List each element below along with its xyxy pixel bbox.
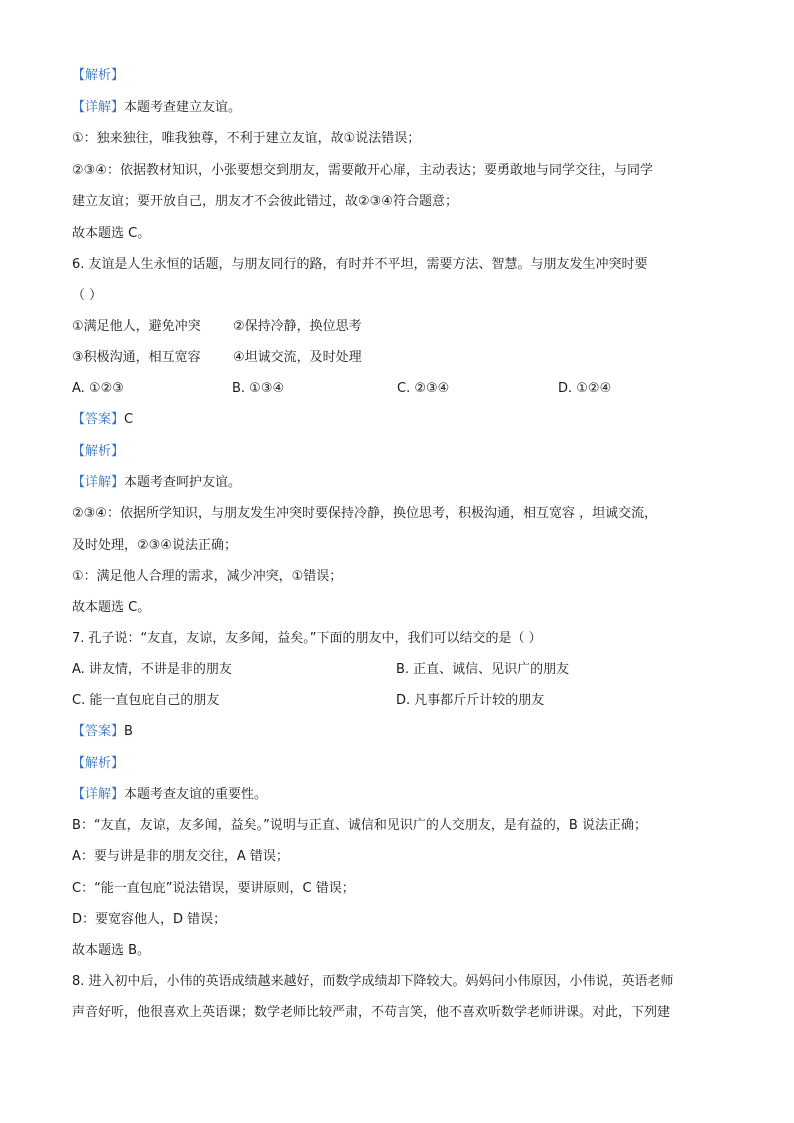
- detail-line: [72, 473, 732, 493]
- answer-tag: 【答案】: [72, 724, 125, 739]
- conclusion-line: 故本题选 C。: [72, 600, 151, 615]
- analysis-heading: [72, 66, 732, 86]
- explanation-line: C：“能一直包庇”说法错误，要讲原则，C 错误；: [72, 881, 355, 896]
- option-a: A. ①②③: [72, 381, 124, 396]
- detail-line: [72, 785, 732, 805]
- explanation-line: 建立友谊；要开放自己，朋友才不会彼此错过，故②③④符合题意；: [72, 194, 458, 209]
- statement-item: ③积极沟通，相互宽容: [72, 350, 201, 365]
- analysis-heading: [72, 754, 732, 774]
- analysis-tag: 【解析】: [72, 444, 125, 459]
- question-stem: 7. 孔子说：“友直，友谅，友多闻，益矣。”下面的朋友中，我们可以结交的是（ ）: [72, 631, 542, 646]
- answer-line: [72, 410, 732, 430]
- option-c: C. 能一直包庇自己的朋友: [72, 693, 220, 708]
- statement-item: ②保持冷静，换位思考: [233, 319, 362, 334]
- explanation-line: A：要与讲是非的朋友交往，A 错误；: [72, 849, 289, 864]
- option-a: A. 讲友情，不讲是非的朋友: [72, 662, 232, 677]
- option-d: D. 凡事都斤斤计较的朋友: [396, 693, 545, 708]
- analysis-heading: [72, 442, 732, 462]
- explanation-line: ①：满足他人合理的需求，减少冲突，①错误；: [72, 569, 343, 584]
- explanation-line: ②③④：依据教材知识，小张要想交到朋友，需要敞开心扉，主动表达；要勇敢地与同学交往，与同学: [72, 163, 653, 178]
- question-blank: （ ）: [72, 288, 103, 303]
- option-b: B. 正直、诚信、见识广的朋友: [396, 662, 570, 677]
- question-stem: 6. 友谊是人生永恒的话题，与朋友同行的路，有时并不平坦，需要方法、智慧。与朋友发生冲突时要: [72, 257, 648, 272]
- analysis-tag: 【解析】: [72, 756, 125, 771]
- answer-tag: 【答案】: [72, 412, 125, 427]
- detail-text: 本题考查呵护友谊。: [124, 475, 242, 490]
- statement-item: ①满足他人，避免冲突: [72, 319, 201, 334]
- detail-tag: 【详解】: [72, 475, 125, 490]
- detail-text: 本题考查友谊的重要性。: [124, 787, 268, 802]
- option-c: C. ②③④: [397, 381, 450, 396]
- question-stem: 声音好听，他很喜欢上英语课；数学老师比较严肃，不苟言笑，他不喜欢听数学老师讲课。对此，下列建: [72, 1005, 671, 1020]
- question-stem: 8. 进入初中后，小伟的英语成绩越来越好，而数学成绩却下降较大。妈妈问小伟原因，小伟说，英语老师: [72, 974, 674, 989]
- option-b: B. ①③④: [232, 381, 285, 396]
- explanation-line: B：“友直，友谅，友多闻，益矣。”说明与正直、诚信和见识广的人交朋友，是有益的，B 说法正确；: [72, 818, 647, 833]
- answer-value: B: [124, 724, 133, 739]
- statement-item: ④坦诚交流，及时处理: [233, 350, 362, 365]
- explanation-line: ②③④：依据所学知识，与朋友发生冲突时要保持冷静，换位思考，积极沟通，相互宽容 ，坦诚交流，: [72, 506, 658, 521]
- detail-tag: 【详解】: [72, 787, 125, 802]
- option-d: D. ①②④: [558, 381, 612, 396]
- explanation-line: ①：独来独往，唯我独尊，不利于建立友谊，故①说法错误；: [72, 131, 421, 146]
- detail-tag: 【详解】: [72, 100, 125, 115]
- answer-line: [72, 722, 732, 742]
- conclusion-line: 故本题选 C。: [72, 226, 151, 241]
- detail-text: 本题考查建立友谊。: [124, 100, 242, 115]
- analysis-tag: 【解析】: [72, 68, 125, 83]
- explanation-line: 及时处理，②③④说法正确；: [72, 538, 237, 553]
- explanation-line: D：要宽容他人，D 错误；: [72, 912, 227, 927]
- answer-value: C: [124, 412, 134, 427]
- conclusion-line: 故本题选 B。: [72, 943, 151, 958]
- detail-line: [72, 98, 732, 118]
